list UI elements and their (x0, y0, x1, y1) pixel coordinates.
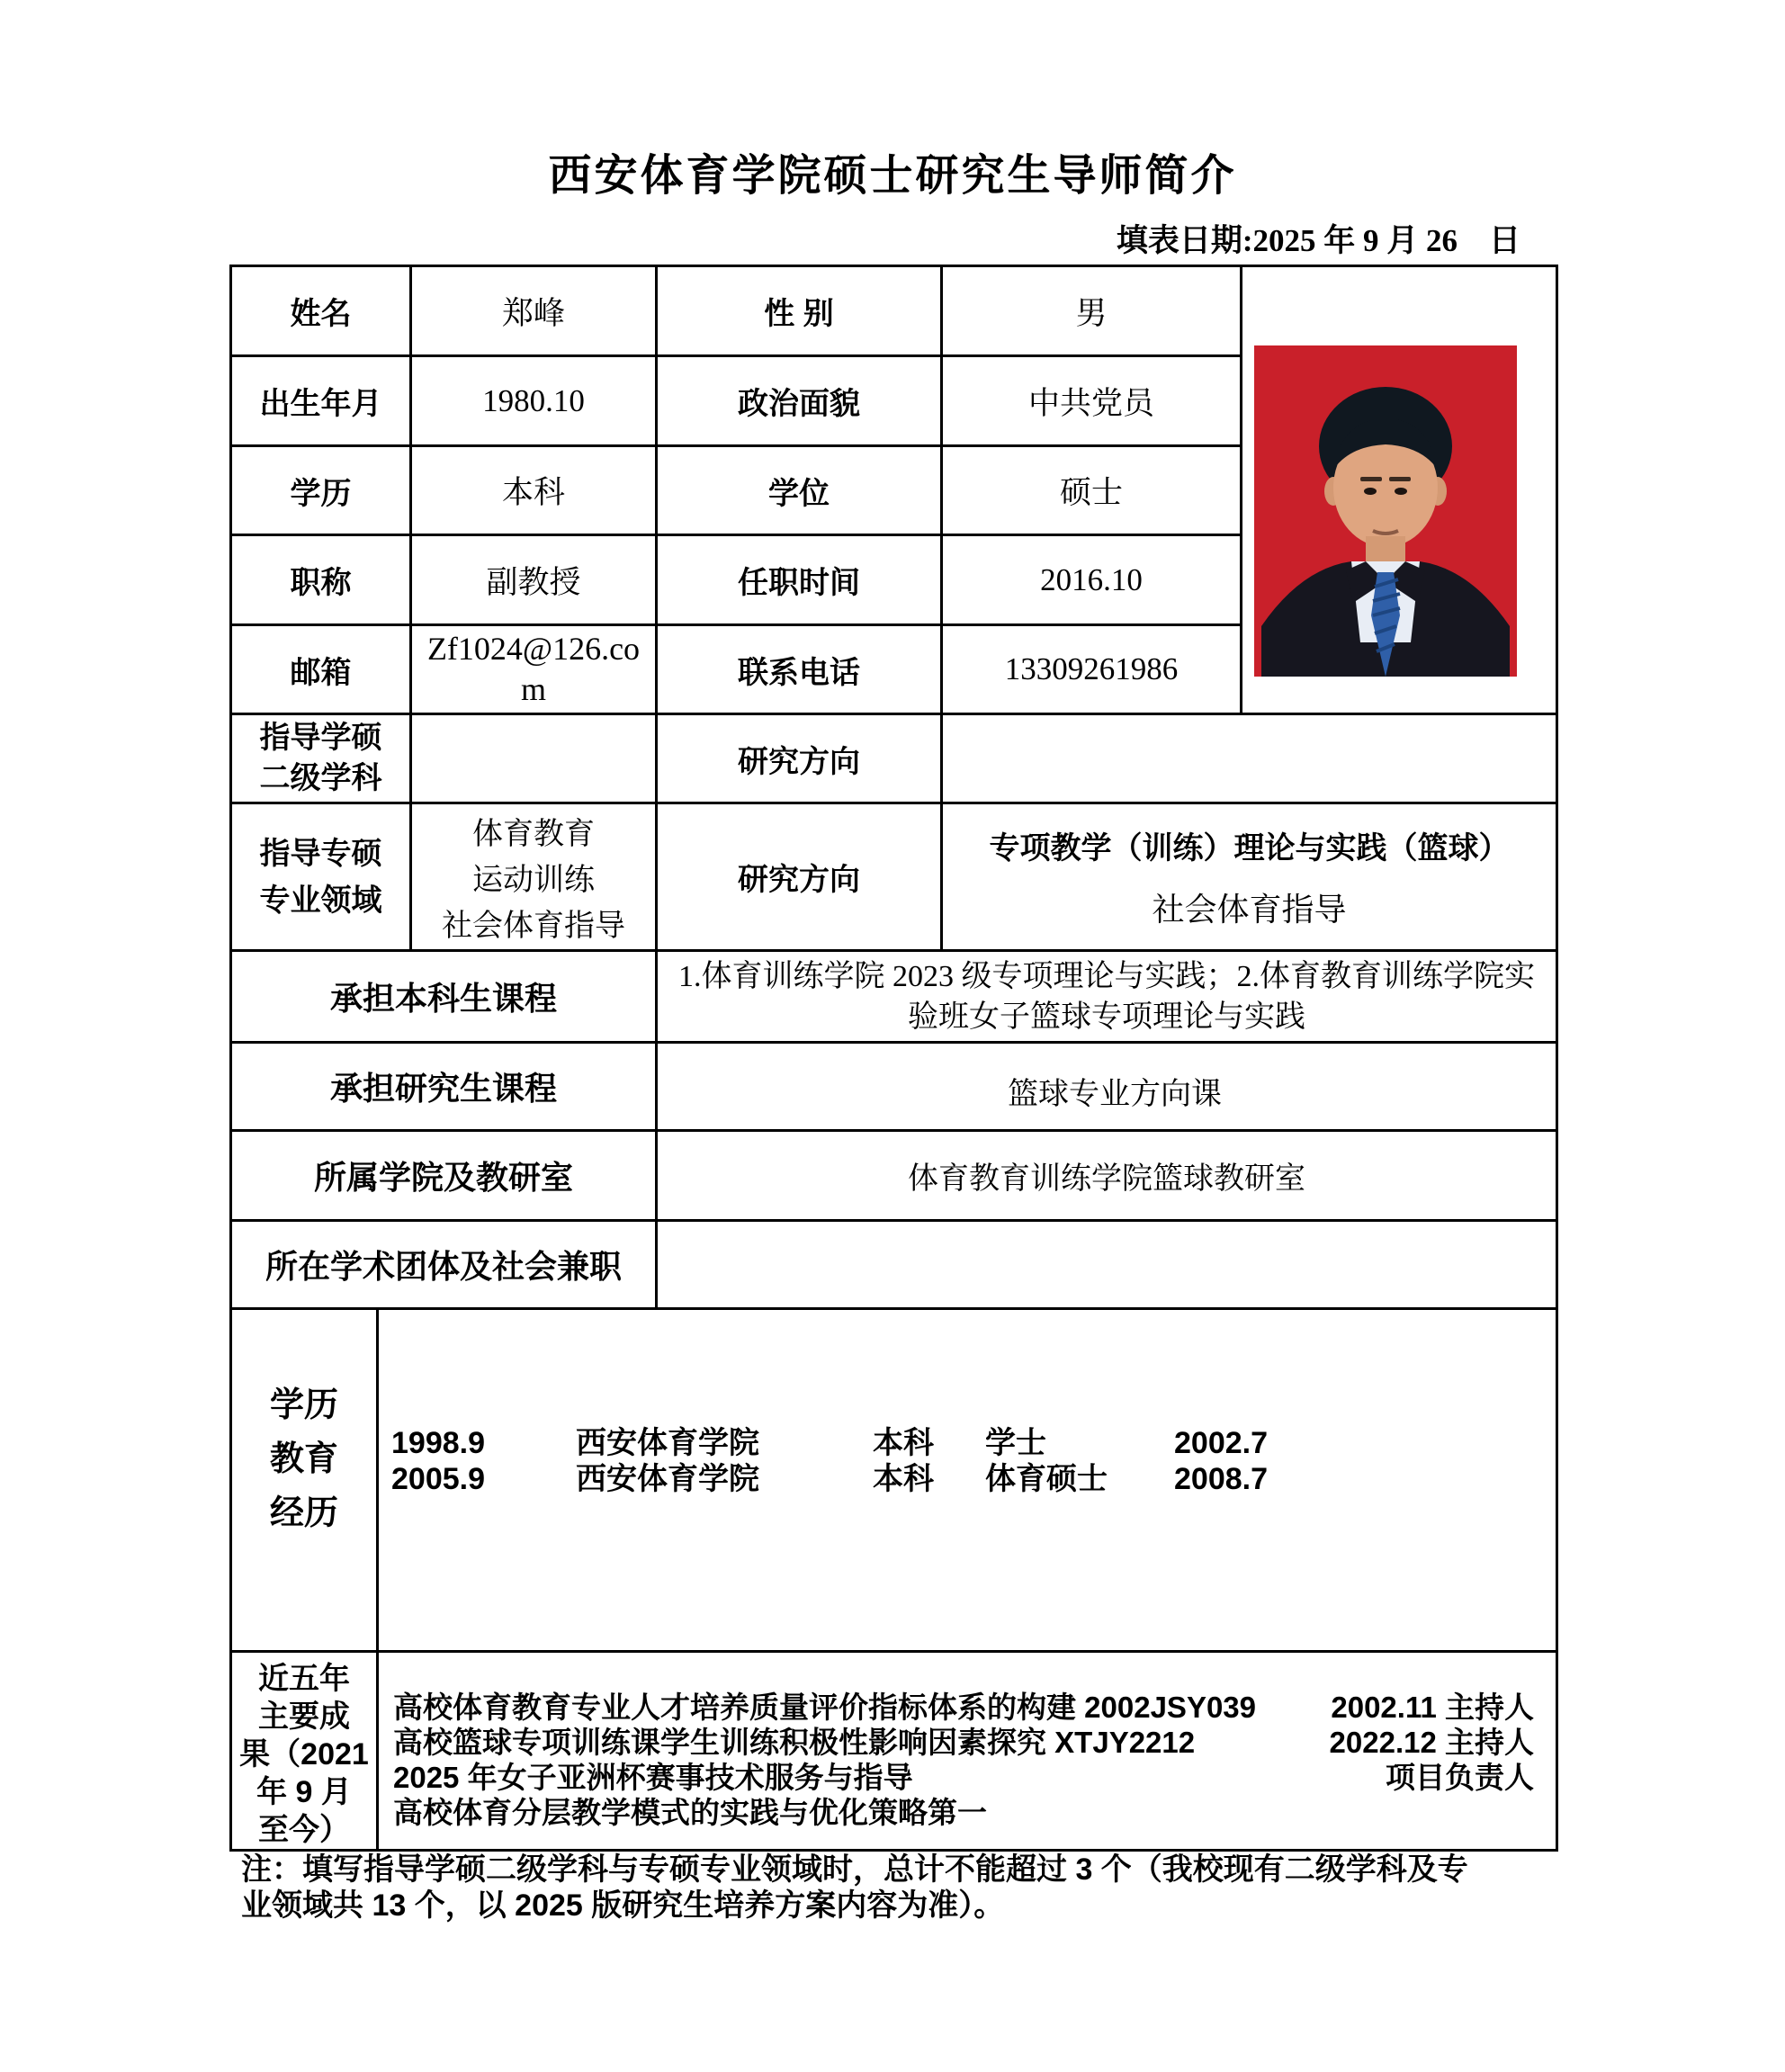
education-history-field: 西安体育学院 (576, 1462, 759, 1496)
societies-label: 所在学术团体及社会兼职 (231, 1221, 657, 1309)
professional-master-label-line: 专业领域 (259, 883, 382, 918)
grad-courses-label: 承担研究生课程 (231, 1043, 657, 1131)
photo-cell (1242, 266, 1557, 714)
phone-value: 13309261986 (942, 625, 1242, 714)
education-history-label (232, 1310, 376, 1650)
education-history-field: 2005.9 (391, 1462, 485, 1496)
education-history-entry (391, 1425, 1556, 1461)
professional-master-label-line: 指导专硕 (259, 836, 382, 871)
education-history-cell (378, 1309, 1557, 1652)
row-name-gender (231, 266, 1557, 356)
name-label: 姓名 (231, 266, 411, 356)
row-societies (231, 1221, 1557, 1309)
achievements-label-cell (231, 1652, 378, 1851)
achievements-label-line: 年 9 月 (256, 1775, 352, 1809)
page-title: 西安体育学院硕士研究生导师简介 (548, 152, 1237, 200)
political-value: 中共党员 (942, 356, 1242, 446)
education-history-entries (379, 1425, 1556, 1535)
professional-master-label-cell (231, 803, 411, 951)
achievements-label-line: 近五年 (258, 1662, 350, 1696)
degree-label: 学位 (657, 446, 942, 535)
education-history-label-cell (231, 1309, 378, 1652)
achievement-text: 2025 年女子亚洲杯赛事技术服务与指导 (393, 1761, 913, 1794)
professional-master-fields-line: 运动训练 (472, 864, 595, 897)
gender-label: 性 别 (657, 266, 942, 356)
education-history-field: 2002.7 (1174, 1426, 1268, 1460)
education-history-field: 体育硕士 (985, 1462, 1108, 1496)
academic-direction-value (942, 714, 1557, 803)
achievement-text: 高校体育分层教学模式的实践与优化策略第一 (393, 1796, 987, 1829)
achievement-item (393, 1725, 1534, 1760)
education-history-field: 本科 (873, 1462, 934, 1496)
achievement-role: 2022.12 主持人 (1329, 1726, 1534, 1759)
grad-courses-cell (657, 1043, 1557, 1131)
rank-value: 副教授 (411, 535, 657, 625)
row-undergrad-courses (231, 951, 1557, 1043)
education-history-entry (391, 1461, 1556, 1497)
row-grad-courses (231, 1043, 1557, 1131)
row-professional-master (231, 803, 1557, 951)
supervisor-info-table (229, 265, 1558, 1852)
education-history-field: 学士 (985, 1426, 1046, 1460)
education-history-field: 本科 (873, 1426, 934, 1460)
professional-master-fields-line: 体育教育 (472, 818, 595, 851)
phone-label: 联系电话 (657, 625, 942, 714)
rank-label: 职称 (231, 535, 411, 625)
portrait-photo-graphic (1254, 345, 1517, 677)
footer-note-line: 业领域共 13 个，以 2025 版研究生培养方案内容为准）。 (241, 1888, 1005, 1923)
education-history-field: 2008.7 (1174, 1462, 1268, 1496)
birth-label: 出生年月 (231, 356, 411, 446)
undergrad-courses-cell (657, 951, 1557, 1043)
row-department (231, 1131, 1557, 1221)
professional-direction-label: 研究方向 (657, 803, 942, 951)
achievements-label-line: 果（2021 (239, 1737, 369, 1772)
achievements-list (379, 1672, 1556, 1830)
education-history-label-line: 教育 (269, 1440, 338, 1478)
education-value: 本科 (411, 446, 657, 535)
grad-courses-value: 篮球专业方向课 (1008, 1078, 1222, 1111)
achievement-item (393, 1760, 1534, 1795)
academic-master-label (231, 714, 411, 803)
education-history-label-line: 经历 (269, 1494, 338, 1532)
email-value: Zf1024@126.com (426, 631, 641, 707)
portrait-photo (1254, 345, 1517, 677)
professional-master-fields (412, 807, 655, 946)
fill-date: 填表日期:2025 年 9 月 26 日 (1116, 223, 1520, 258)
footer-note-line: 注：填写指导学硕二级学科与专硕专业领域时，总计不能超过 3 个（我校现有二级学科及专 (241, 1852, 1468, 1887)
professional-master-fields-line: 社会体育指导 (442, 910, 625, 943)
professional-direction-content (943, 807, 1556, 946)
gender-value: 男 (942, 266, 1242, 356)
academic-master-label-line: 二级学科 (259, 761, 382, 795)
professional-master-label (232, 830, 409, 924)
department-value: 体育教育训练学院篮球教研室 (657, 1131, 1557, 1221)
email-label: 邮箱 (231, 625, 411, 714)
achievement-item (393, 1795, 1534, 1830)
birth-value: 1980.10 (411, 356, 657, 446)
societies-value (657, 1221, 1557, 1309)
professional-direction-line1: 专项教学（训练）理论与实践（篮球） (989, 831, 1510, 866)
achievement-item (393, 1690, 1534, 1725)
political-label: 政治面貌 (657, 356, 942, 446)
education-history-label-line: 学历 (269, 1386, 338, 1424)
education-history-field: 1998.9 (391, 1426, 485, 1460)
professional-direction-cell (942, 803, 1557, 951)
name-value: 郑峰 (411, 266, 657, 356)
department-label: 所属学院及教研室 (231, 1131, 657, 1221)
degree-value: 硕士 (942, 446, 1242, 535)
tenure-label: 任职时间 (657, 535, 942, 625)
achievement-text: 高校篮球专项训练课学生训练积极性影响因素探究 XTJY2212 (393, 1726, 1196, 1759)
footer-note (241, 1852, 1541, 1924)
undergrad-courses-value: 1.体育训练学院 2023 级专项理论与实践；2.体育教育训练学院实验班女子篮球专项理论与实践 (678, 959, 1535, 1034)
email-cell (411, 625, 657, 714)
academic-direction-label: 研究方向 (657, 714, 942, 803)
row-education-history (231, 1309, 1557, 1652)
achievements-label-line: 主要成 (258, 1700, 350, 1734)
row-achievements (231, 1652, 1557, 1851)
achievements-label (232, 1653, 376, 1849)
row-academic-master (231, 714, 1557, 803)
education-label: 学历 (231, 446, 411, 535)
professional-master-fields-cell (411, 803, 657, 951)
tenure-value: 2016.10 (942, 535, 1242, 625)
education-history-field: 西安体育学院 (576, 1426, 759, 1460)
professional-direction-line2: 社会体育指导 (1152, 891, 1347, 928)
academic-master-fields (411, 714, 657, 803)
achievements-label-line: 至今） (258, 1813, 350, 1847)
achievement-text: 高校体育教育专业人才培养质量评价指标体系的构建 2002JSY039 (393, 1691, 1257, 1724)
undergrad-courses-label: 承担本科生课程 (231, 951, 657, 1043)
achievements-cell (378, 1652, 1557, 1851)
achievement-role: 2002.11 主持人 (1331, 1691, 1534, 1724)
achievement-role: 项目负责人 (1386, 1761, 1534, 1794)
academic-master-label-line: 指导学硕 (259, 721, 382, 755)
